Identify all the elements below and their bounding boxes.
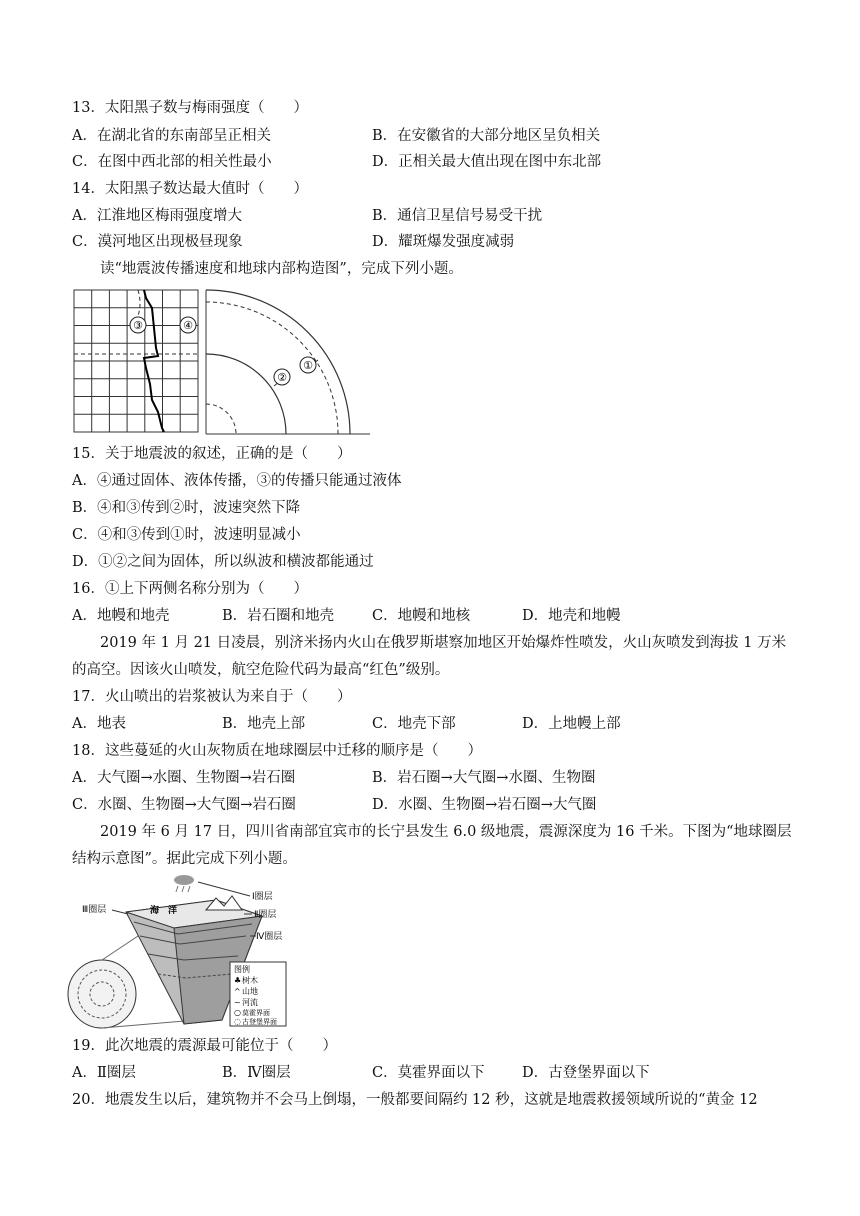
- q16-stem: 16．①上下两侧名称分别为（ ）: [72, 581, 308, 597]
- earth-layers-figure: [66, 870, 290, 1030]
- q14-option-c: C．漠河地区出现极昼现象: [72, 234, 243, 250]
- intro-sichuan-line1: 2019 年 6 月 17 日，四川省南部宜宾市的长宁县发生 6.0 级地震，震源深度为 16 千米。下图为“地球圈层: [100, 824, 792, 840]
- layer-3-label: Ⅲ圈层: [82, 905, 107, 915]
- q14-stem: 14．太阳黑子数达最大值时（ ）: [72, 181, 308, 197]
- q16-option-d: D．地壳和地幔: [522, 608, 621, 624]
- q19-option-b: B．Ⅳ圈层: [222, 1065, 291, 1081]
- q16-option-b: B．岩石圈和地壳: [222, 608, 335, 624]
- intro-volcano-line2: 的高空。因该火山喷发，航空危险代码为最高“红色”级别。: [72, 662, 450, 678]
- seismic-wave-figure: [72, 288, 372, 436]
- q16-option-c: C．地幔和地核: [372, 608, 471, 624]
- q13-option-a: A．在湖北省的东南部呈正相关: [72, 128, 271, 144]
- legend-gutenberg-icon: ◌: [234, 1017, 241, 1026]
- q19-option-d: D．古登堡界面以下: [522, 1065, 650, 1081]
- intro-sichuan-line2: 结构示意图”。据此完成下列小题。: [72, 851, 297, 867]
- q15-option-c: C．④和③传到①时，波速明显减小: [72, 527, 301, 543]
- legend-tree: 树木: [242, 976, 258, 985]
- q18-option-b: B．岩石圈→大气圈→水圈、生物圈: [372, 770, 596, 786]
- legend-title: 图例: [234, 965, 250, 974]
- q20-stem: 20．地震发生以后，建筑物并不会马上倒塌，一般都要间隔约 12 秒，这就是地震救援领域所说的“黄金 12: [72, 1092, 758, 1108]
- legend-moho: 莫霍界面: [242, 1009, 270, 1017]
- legend-tree-icon: ♣: [234, 976, 242, 985]
- q19-option-c: C．莫霍界面以下: [372, 1065, 485, 1081]
- legend-moho-icon: ○: [234, 1008, 241, 1017]
- q13-option-c: C．在图中西北部的相关性最小: [72, 154, 272, 170]
- q19-option-a: A．Ⅱ圈层: [72, 1065, 136, 1081]
- q18-option-a: A．大气圈→水圈、生物圈→岩石圈: [72, 770, 296, 786]
- layer-4-label: Ⅳ圈层: [256, 932, 283, 942]
- q17-option-c: C．地壳下部: [372, 716, 456, 732]
- q13-stem: 13．太阳黑子数与梅雨强度（ ）: [72, 100, 308, 116]
- q14-option-a: A．江淮地区梅雨强度增大: [72, 208, 242, 224]
- q18-option-c: C．水圈、生物圈→大气圈→岩石圈: [72, 797, 296, 813]
- figure1-label-3: ③: [133, 319, 143, 332]
- q15-option-d: D．①②之间为固体，所以纵波和横波都能通过: [72, 554, 374, 570]
- q17-option-d: D．上地幔上部: [522, 716, 621, 732]
- layer-1-label: Ⅰ圈层: [252, 892, 273, 902]
- q14-option-d: D．耀斑爆发强度减弱: [372, 234, 515, 250]
- legend-mountain: 山地: [242, 987, 258, 996]
- q13-option-d: D．正相关最大值出现在图中东北部: [372, 154, 602, 170]
- q18-stem: 18．这些蔓延的火山灰物质在地球圈层中迁移的顺序是（ ）: [72, 743, 482, 759]
- q15-option-a: A．④通过固体、液体传播，③的传播只能通过液体: [72, 473, 402, 489]
- q17-option-a: A．地表: [72, 716, 126, 732]
- q17-option-b: B．地壳上部: [222, 716, 306, 732]
- sea-label: 海 洋: [150, 906, 178, 916]
- figure1-label-2: ②: [277, 371, 287, 384]
- legend-river-icon: ~: [234, 998, 241, 1007]
- q15-option-b: B．④和③传到②时，波速突然下降: [72, 500, 301, 516]
- legend-river: 河流: [242, 998, 258, 1007]
- figure1-label-4: ④: [183, 319, 193, 332]
- legend-mountain-icon: ^: [234, 987, 241, 996]
- intro-seismic-figure: 读“地震波传播速度和地球内部构造图”，完成下列小题。: [100, 261, 463, 277]
- q14-option-b: B．通信卫星信号易受干扰: [372, 208, 543, 224]
- intro-volcano-line1: 2019 年 1 月 21 日凌晨，别济米扬内火山在俄罗斯堪察加地区开始爆炸性喷发，火山灰喷发到海拔 1 万米: [100, 635, 787, 651]
- q15-stem: 15．关于地震波的叙述，正确的是（ ）: [72, 446, 352, 462]
- layer-2-label: Ⅱ圈层: [254, 910, 277, 920]
- legend-gutenberg: 古登堡界面: [242, 1018, 277, 1026]
- q13-option-b: B．在安徽省的大部分地区呈负相关: [372, 128, 601, 144]
- q18-option-d: D．水圈、生物圈→岩石圈→大气圈: [372, 797, 597, 813]
- figure1-label-1: ①: [303, 359, 313, 372]
- q19-stem: 19．此次地震的震源最可能位于（ ）: [72, 1038, 337, 1054]
- q16-option-a: A．地幔和地壳: [72, 608, 170, 624]
- q17-stem: 17．火山喷出的岩浆被认为来自于（ ）: [72, 689, 352, 705]
